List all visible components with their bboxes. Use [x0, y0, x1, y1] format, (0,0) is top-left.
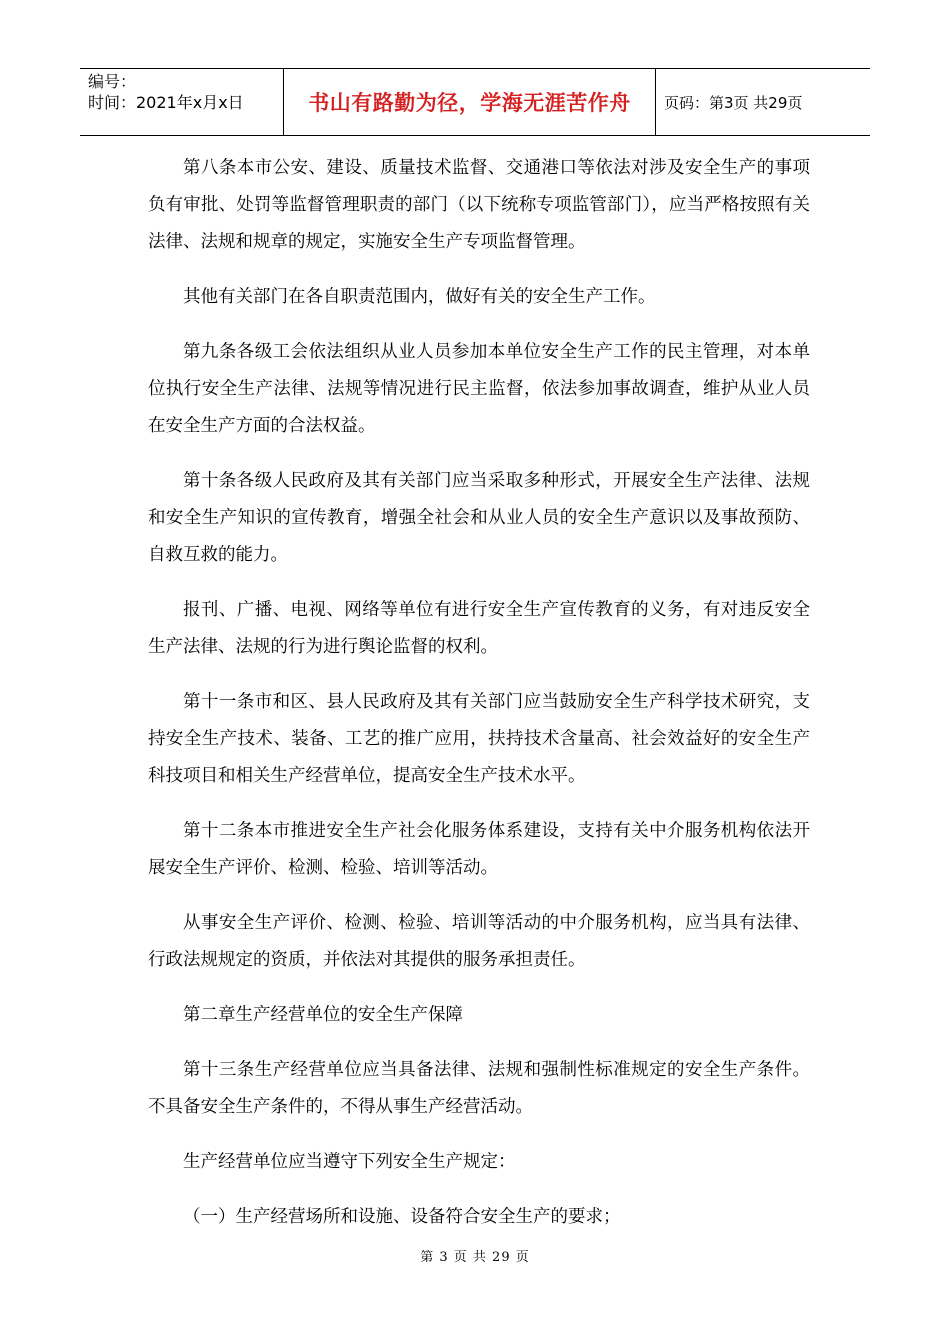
header-motto: 书山有路勤为径，学海无涯苦作舟 [283, 69, 656, 135]
header-meta [80, 69, 283, 135]
header-page-info: 页码：第3页 共29页 [664, 93, 803, 112]
paragraph: 第八条本市公安、建设、质量技术监督、交通港口等依法对涉及安全生产的事项负有审批、处罚等监督管理职责的部门（以下统称专项监管部门），应当严格按照有关法律、法规和规章的规定，实施安全生产专项监督管理。 [148, 158, 810, 252]
paragraph: （一）生产经营场所和设施、设备符合安全生产的要求； [183, 1207, 621, 1227]
paragraph: 第九条各级工会依法组织从业人员参加本单位安全生产工作的民主管理，对本单位执行安全生产法律、法规等情况进行民主监督，依法参加事故调查，维护从业人员在安全生产方面的合法权益。 [148, 342, 810, 436]
chapter-heading: 第二章生产经营单位的安全生产保障 [183, 1005, 463, 1025]
paragraph: 从事安全生产评价、检测、检验、培训等活动的中介服务机构，应当具有法律、行政法规规定的资质，并依法对其提供的服务承担责任。 [148, 913, 810, 970]
paragraph: 其他有关部门在各自职责范围内，做好有关的安全生产工作。 [183, 287, 656, 307]
paragraph: 报刊、广播、电视、网络等单位有进行安全生产宣传教育的义务，有对违反安全生产法律、法规的行为进行舆论监督的权利。 [148, 600, 810, 657]
paragraph: 生产经营单位应当遵守下列安全生产规定： [183, 1152, 516, 1172]
page-header [80, 68, 870, 136]
paragraph: 第十一条市和区、县人民政府及其有关部门应当鼓励安全生产科学技术研究，支持安全生产技术、装备、工艺的推广应用，扶持技术含量高、社会效益好的安全生产科技项目和相关生产经营单位，提高安全生产技术水平。 [148, 692, 810, 786]
paragraph: 第十三条生产经营单位应当具备法律、法规和强制性标准规定的安全生产条件。不具备安全生产条件的，不得从事生产经营活动。 [148, 1060, 810, 1117]
document-body [148, 150, 810, 1254]
document-number-label: 编号： [88, 72, 137, 91]
paragraph: 第十条各级人民政府及其有关部门应当采取多种形式，开展安全生产法律、法规和安全生产知识的宣传教育，增强全社会和从业人员的安全生产意识以及事故预防、自救互救的能力。 [148, 471, 810, 565]
page-footer: 第 3 页 共 29 页 [420, 1250, 530, 1265]
document-time-label: 时间：2021年x月x日 [88, 93, 244, 112]
paragraph: 第十二条本市推进安全生产社会化服务体系建设，支持有关中介服务机构依法开展安全生产评价、检测、检验、培训等活动。 [148, 821, 810, 878]
